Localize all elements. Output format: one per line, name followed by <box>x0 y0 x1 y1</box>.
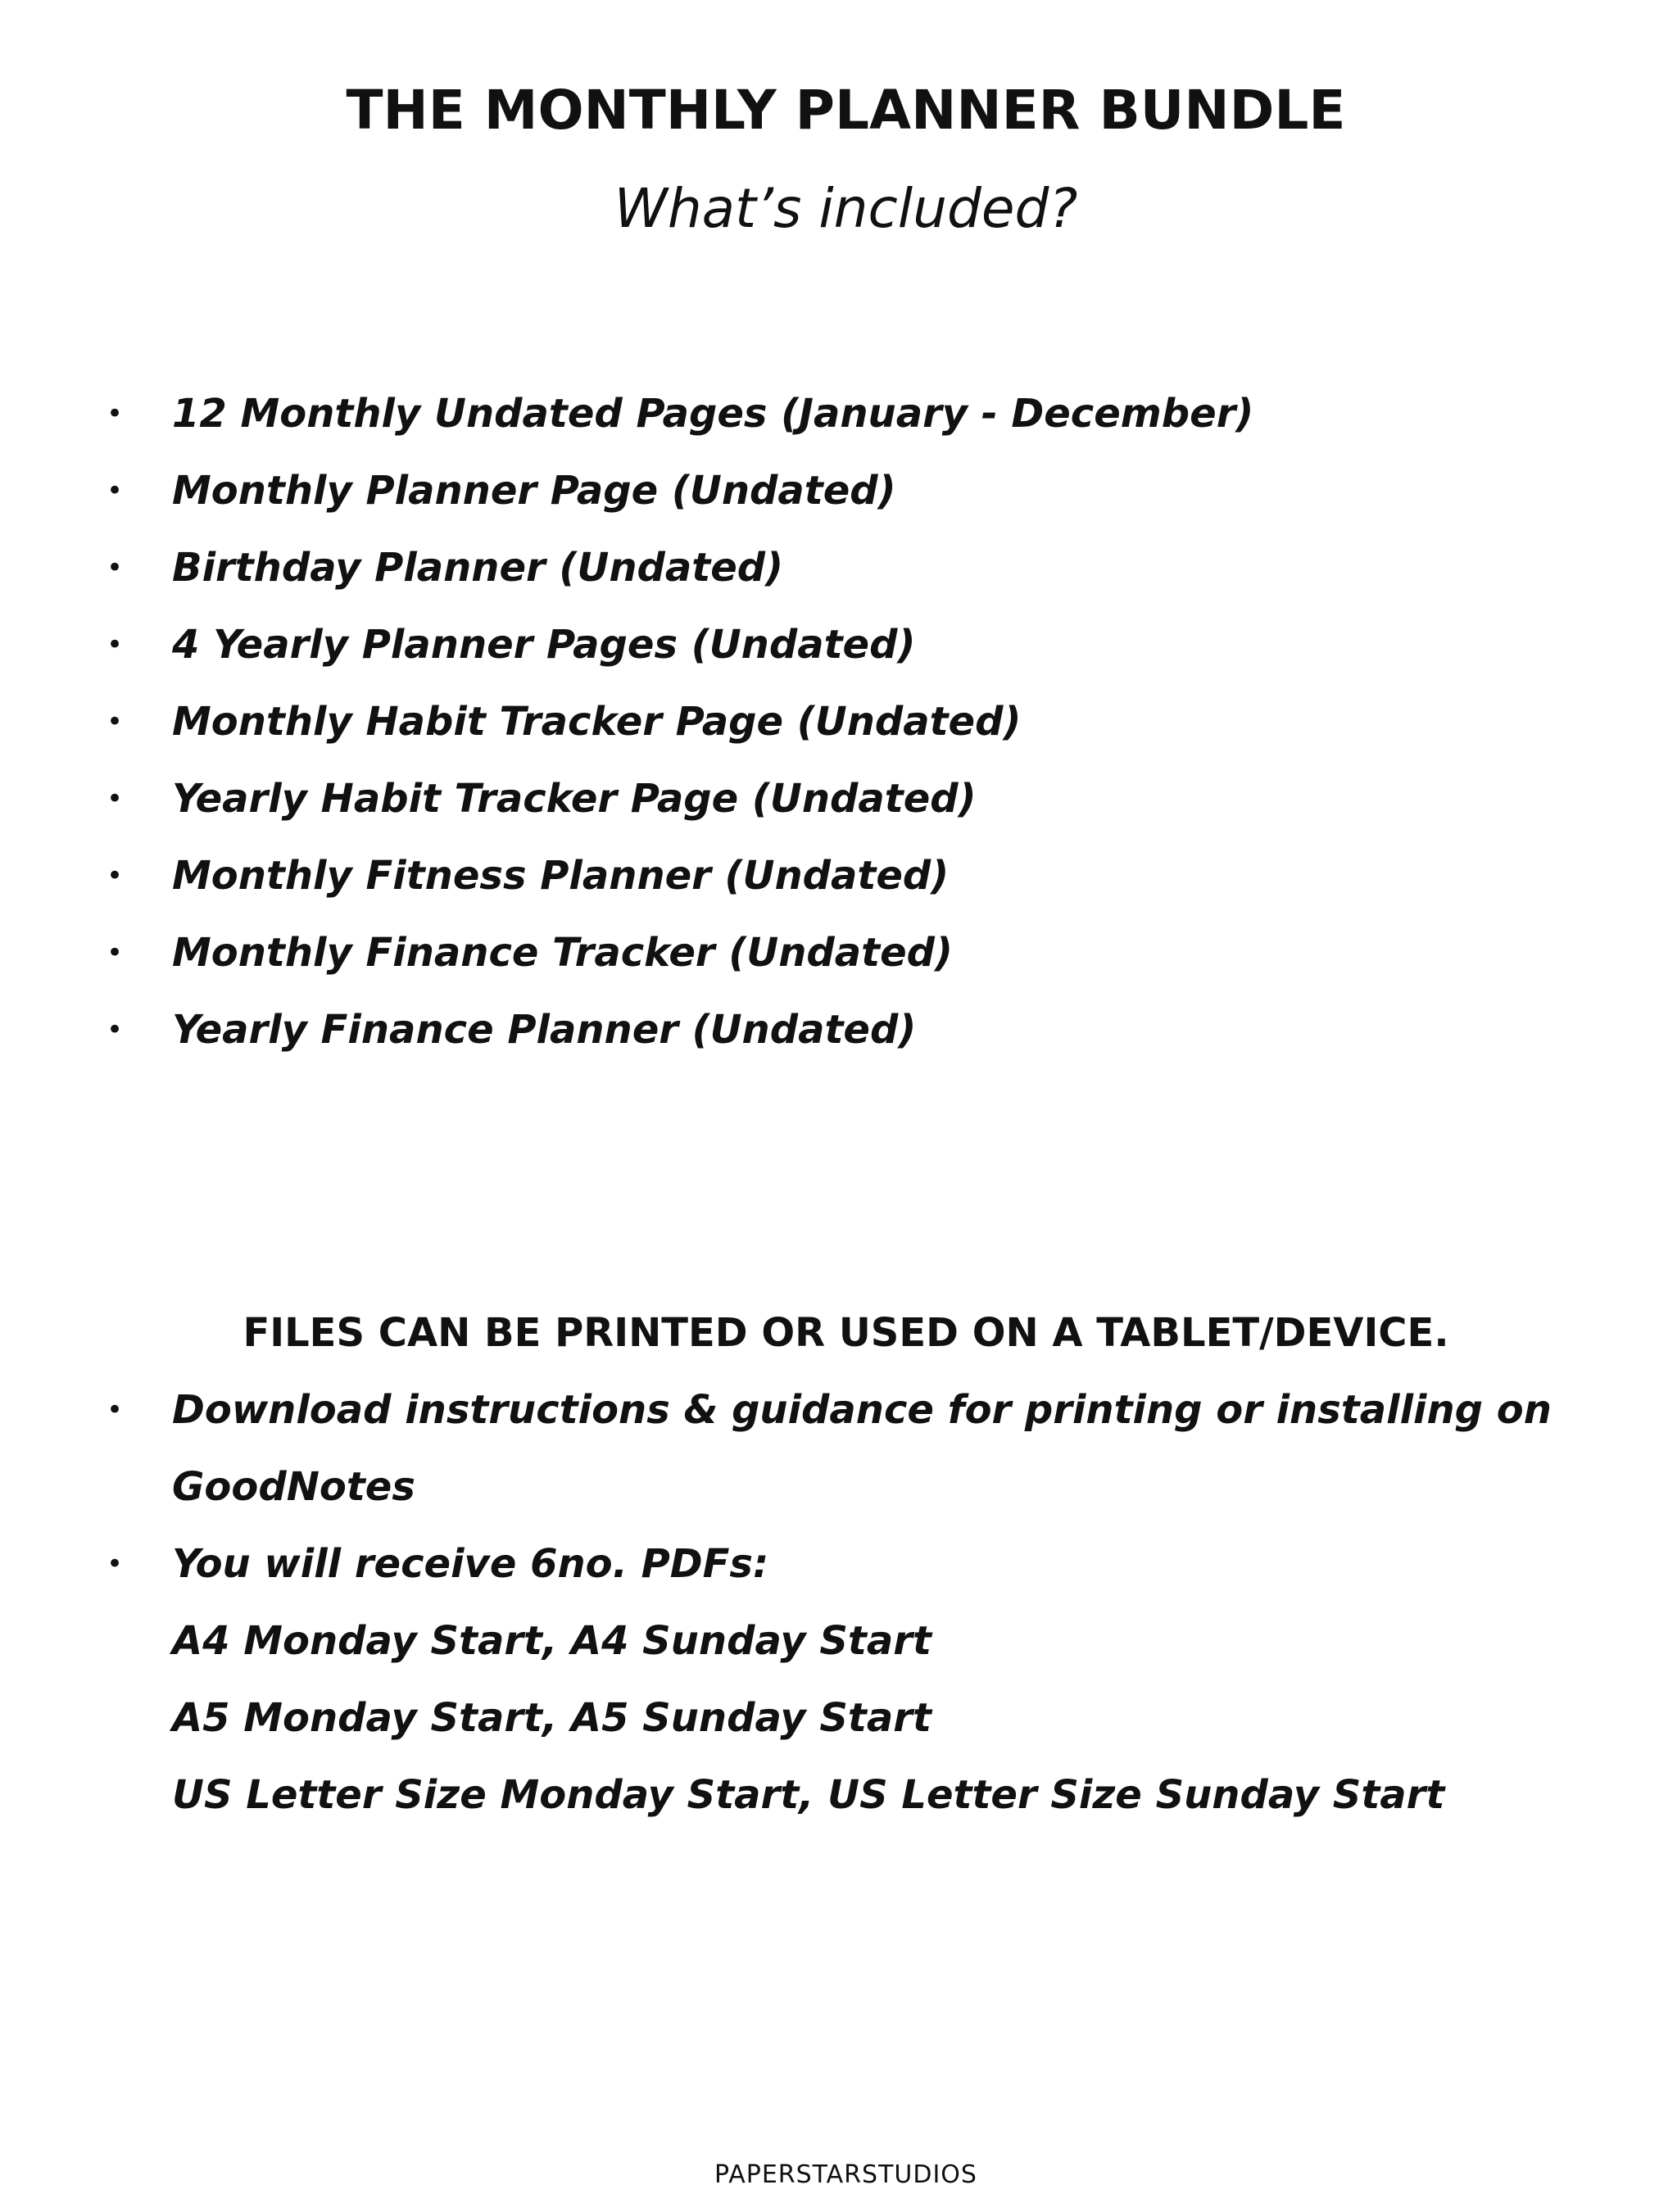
list-item <box>0 375 1659 452</box>
bullet-icon: • <box>107 551 124 584</box>
list-item <box>0 837 1659 914</box>
list-item <box>0 914 1659 991</box>
bullet-icon: • <box>107 474 124 507</box>
page-title: THE MONTHLY PLANNER BUNDLE <box>346 79 1346 142</box>
bullet-icon: • <box>107 1013 124 1046</box>
bullet-icon: • <box>107 397 124 430</box>
list-item <box>0 683 1659 760</box>
bullet-icon: • <box>107 859 124 892</box>
list-item <box>0 452 1659 529</box>
list-item <box>0 760 1659 837</box>
bullet-icon: • <box>107 1548 124 1580</box>
pdf-format-us-letter: US Letter Size Monday Start, US Letter Size Sunday Start <box>172 1772 1445 1818</box>
list-item-label: Monthly Planner Page (Undated) <box>172 468 896 514</box>
pdf-format-a5: A5 Monday Start, A5 Sunday Start <box>172 1695 931 1741</box>
download-instructions-line: Download instructions & guidance for printing or installing on <box>172 1387 1552 1433</box>
list-item <box>0 529 1659 606</box>
list-item-label: Monthly Fitness Planner (Undated) <box>172 853 950 899</box>
pdf-formats-item <box>0 1525 1659 1834</box>
list-item-label: 12 Monthly Undated Pages (January - December) <box>172 391 1254 437</box>
bullet-icon: • <box>107 936 124 969</box>
list-item-label: Yearly Finance Planner (Undated) <box>172 1007 917 1053</box>
list-item <box>0 991 1659 1068</box>
list-item-label: Yearly Habit Tracker Page (Undated) <box>172 776 977 822</box>
files-heading: FILES CAN BE PRINTED OR USED ON A TABLET/DEVICE. <box>243 1310 1449 1356</box>
list-item-label: Monthly Finance Tracker (Undated) <box>172 930 953 976</box>
download-instructions-item <box>0 1371 1659 1525</box>
list-item-label: 4 Yearly Planner Pages (Undated) <box>172 622 916 668</box>
bullet-icon: • <box>107 705 124 738</box>
page-subtitle: What’s included? <box>614 177 1078 240</box>
footer-brand: PAPERSTARSTUDIOS <box>714 2160 977 2189</box>
bullet-icon: • <box>107 782 124 815</box>
download-instructions-line: GoodNotes <box>172 1464 415 1510</box>
pdf-count-line: You will receive 6no. PDFs: <box>172 1541 769 1587</box>
list-item-label: Birthday Planner (Undated) <box>172 545 784 591</box>
bullet-icon: • <box>107 628 124 661</box>
bullet-icon: • <box>107 1394 124 1426</box>
files-list <box>0 1371 1659 1834</box>
list-item <box>0 606 1659 683</box>
included-list <box>0 375 1659 1068</box>
list-item-label: Monthly Habit Tracker Page (Undated) <box>172 699 1022 745</box>
pdf-format-a4: A4 Monday Start, A4 Sunday Start <box>172 1618 931 1664</box>
